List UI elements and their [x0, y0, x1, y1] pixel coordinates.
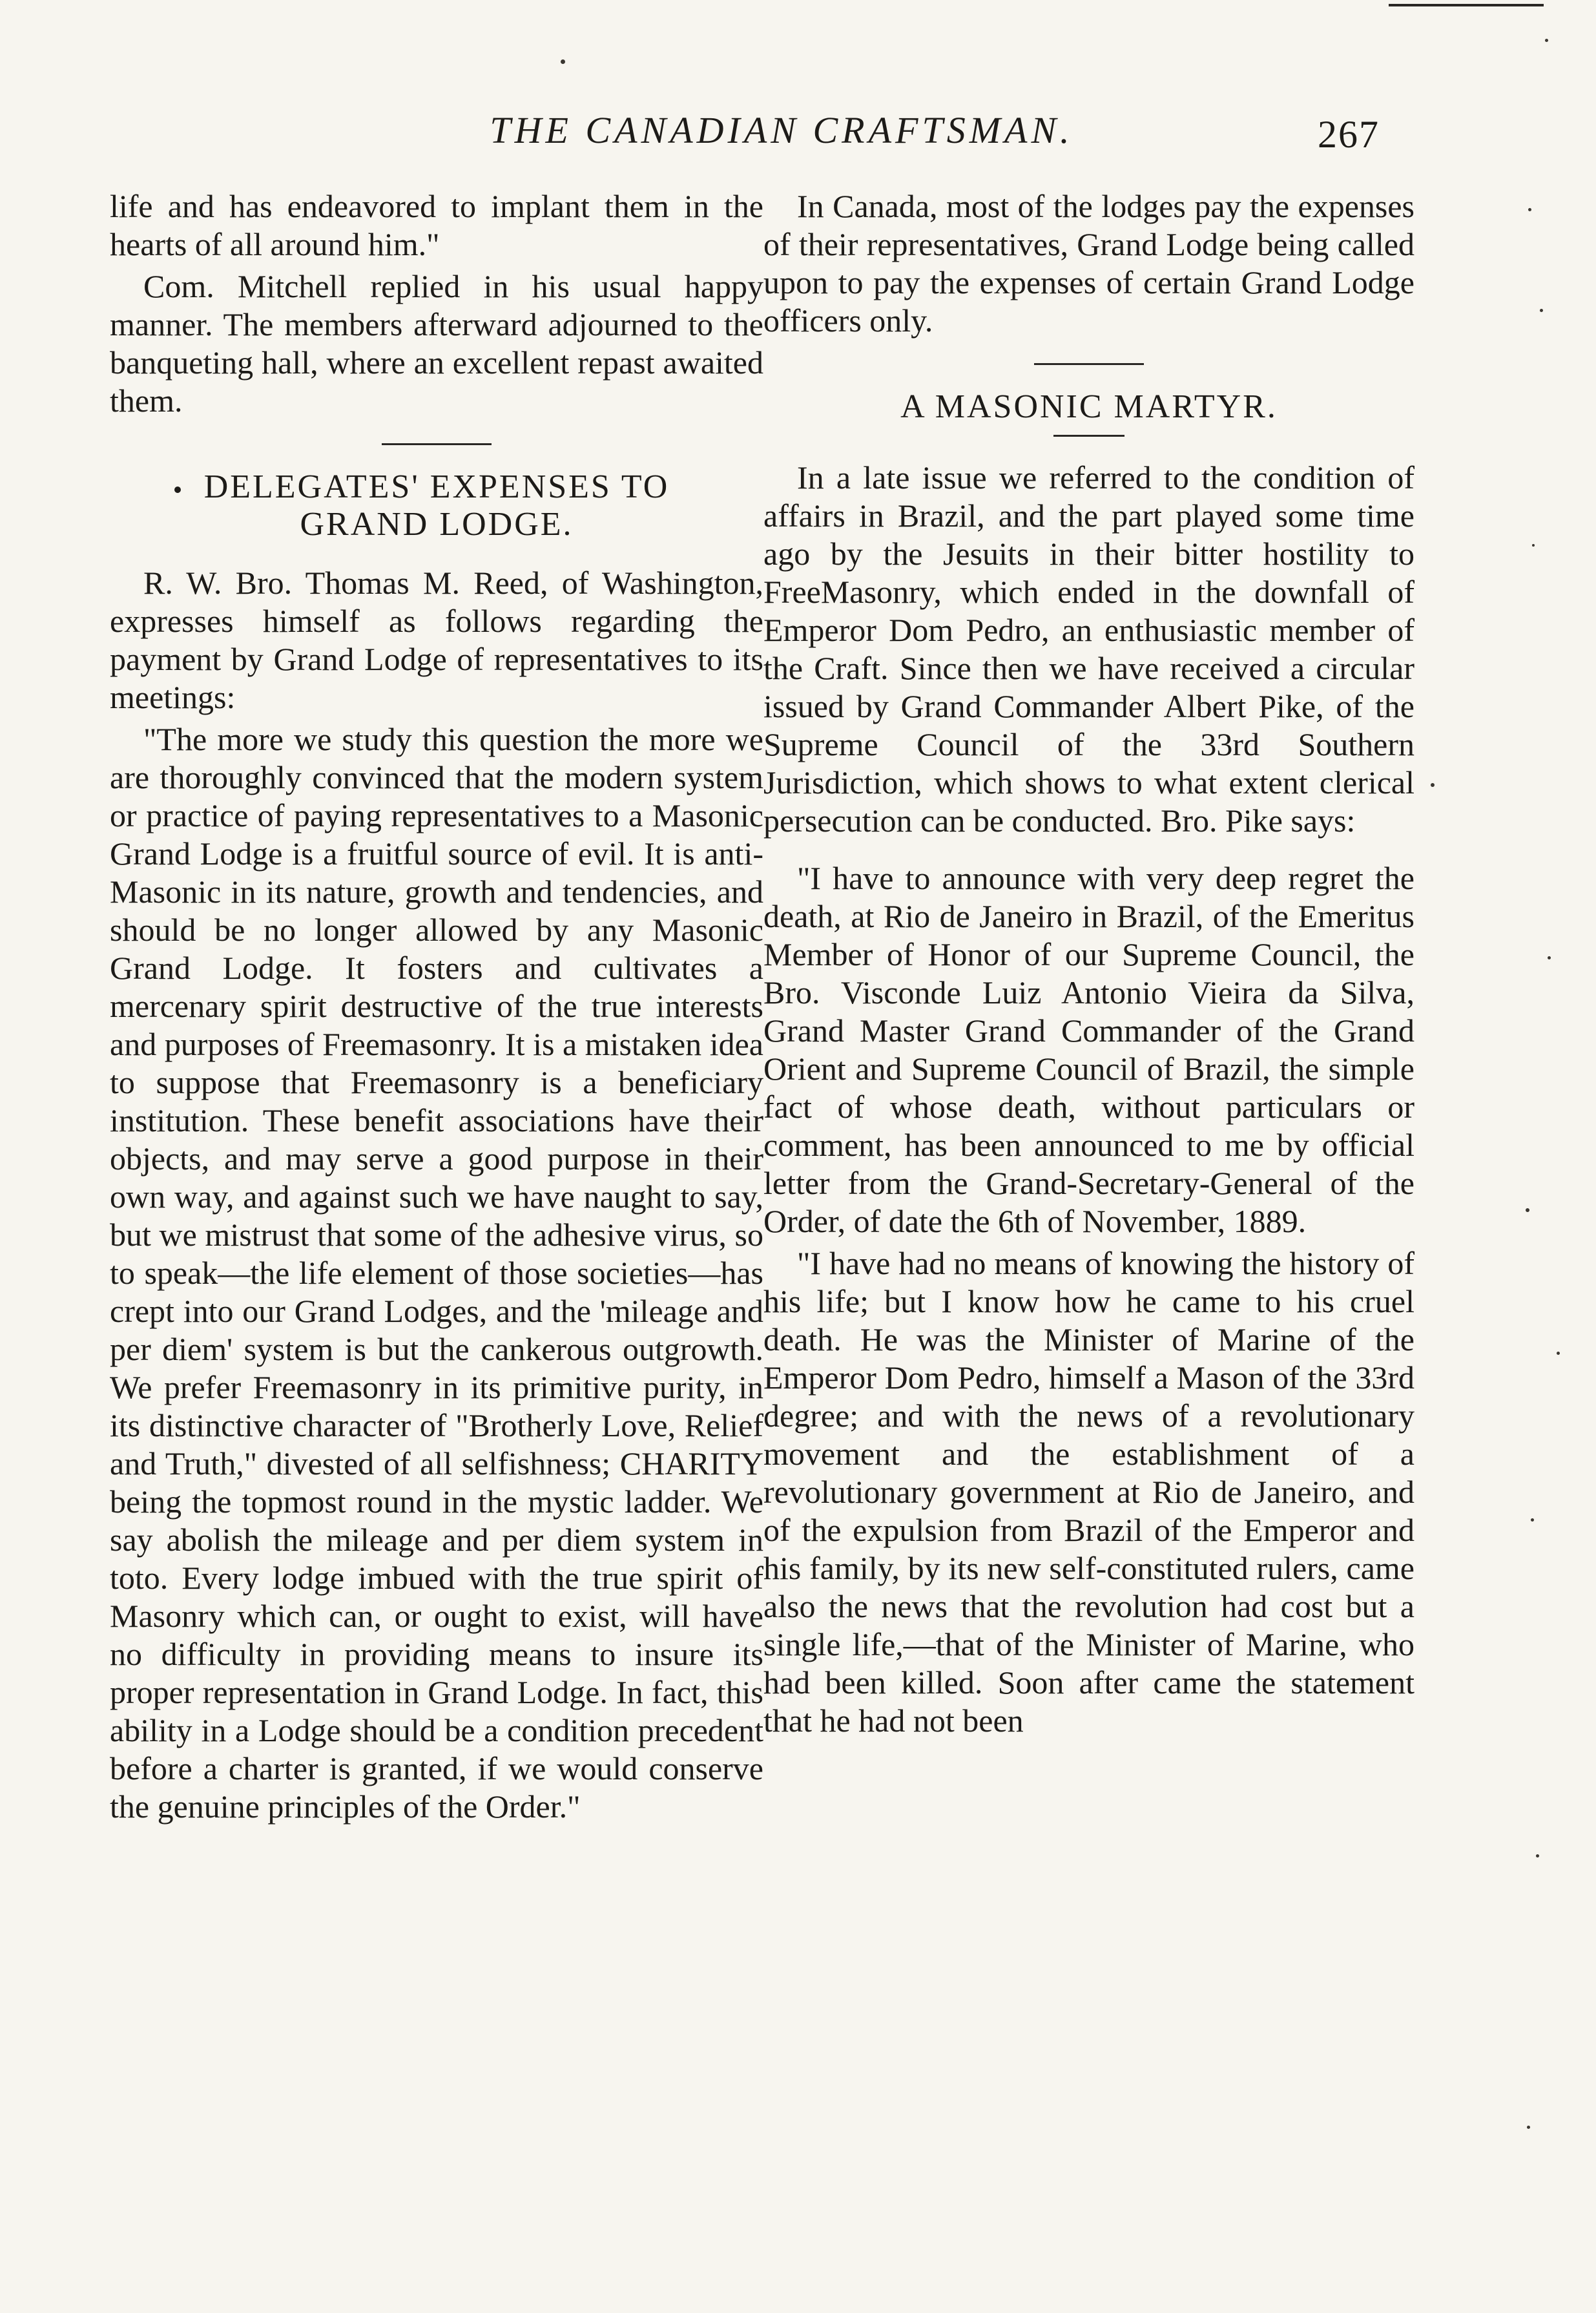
section-heading-delegates [110, 468, 763, 543]
margin-speck [1527, 2126, 1530, 2129]
journal-title: THE CANADIAN CRAFTSMAN. [490, 109, 1073, 151]
running-head [0, 109, 1596, 167]
right-paragraph-pike-quote: "I have to announce with very deep regret the death, at Rio de Janeiro in Brazil, of the Emeritus Member of Honor of our Supreme Council, the Bro. Visconde Luiz Antonio Vieira da Silva, Grand Master Grand Commander of the Grand Orient and Supreme Council of Brazil, the simple fact of whose death, without particulars or comment, has been announced to me by official letter from the Grand-Secretary-General of the Order, of date the 6th of November, 1889. [763, 860, 1415, 1239]
right-paragraph-canada: In Canada, most of the lodges pay the expenses of their representatives, Grand Lodge being called upon to pay the expenses of certain Grand Lodge officers only. [763, 188, 1415, 339]
left-paragraph-quotation: "The more we study this question the more we are thoroughly convinced that the modern system or practice of paying representatives to a Masonic Grand Lodge is a fruitful source of evil. It is anti-Masonic in its nature, growth and tendencies, and should be no longer allowed by any Masonic Grand Lodge. It fosters and cultivates a mercenary spirit destructive of the true interests and purposes of Freemasonry. It is a mistaken idea to suppose that Freemasonry is a beneficiary institution. These benefit associations have their objects, and may serve a good purpose in their own way, and against such we have naught to say, but we mistrust that some of the adhesive virus, so to speak—the life element of those societies—has crept into our Grand Lodges, and the 'mileage and per diem' system is but the cankerous outgrowth. We prefer Freemasonry in its primitive purity, in its distinctive character of "Brotherly Love, Relief and Truth," divested of all selfishness; CHARITY being the topmost round in the mystic ladder. We say abolish the mileage and per diem system in toto. Every lodge imbued with the true spirit of Masonry which can, or ought to exist, will have no difficulty in providing means to insure its proper representation in Grand Lodge. In fact, this ability in a Lodge should be a condition precedent before a charter is granted, if we would conserve the genuine principles of the Order." [110, 721, 763, 1825]
margin-speck [1540, 309, 1543, 312]
section-heading-martyr: A MASONIC MARTYR. [900, 388, 1278, 425]
right-column [763, 187, 1415, 1740]
left-paragraph-reed: R. W. Bro. Thomas M. Reed, of Washington, expresses himself as follows regarding the payment by Grand Lodge of representatives to its meetings: [110, 565, 763, 715]
margin-speck [1532, 544, 1535, 547]
margin-speck [561, 59, 565, 64]
left-paragraph-continued: life and has endeavored to implant them in the hearts of all around him." [110, 188, 763, 262]
right-paragraph-minister: "I have had no means of knowing the history of his life; but I know how he came to his cruel death. He was the Minister of Marine of the Emperor Dom Pedro, himself a Mason of the 33rd degree; and with the news of a revolutionary movement and the establishment of a revolutionary government at Rio de Janeiro, and of the expulsion from Brazil of the Emperor and his family, by its new self-constituted rulers, came also the news that the revolution had cost but a single life,—that of the Minister of Marine, who had been killed. Soon after came the statement that he had not been [763, 1245, 1415, 1739]
left-column [110, 187, 763, 1826]
margin-speck [1548, 956, 1551, 959]
section-divider [382, 443, 492, 445]
heading-underline [1053, 435, 1124, 437]
margin-speck [1531, 1518, 1534, 1522]
margin-speck [1528, 208, 1531, 211]
margin-speck [1545, 39, 1548, 42]
margin-speck [1526, 1208, 1529, 1212]
left-paragraph-mitchell: Com. Mitchell replied in his usual happy manner. The members afterward adjourned to the banqueting hall, where an excellent repast awaited them. [110, 268, 763, 419]
top-corner-rule [1389, 4, 1544, 6]
heading-line-1: DELEGATES' EXPENSES TO [203, 468, 670, 505]
margin-speck [1557, 1352, 1560, 1355]
section-divider [1034, 363, 1144, 365]
margin-speck [1431, 783, 1435, 787]
margin-speck [1536, 1854, 1539, 1858]
page-number: 267 [1318, 113, 1380, 156]
heading-line-2: GRAND LODGE. [300, 506, 574, 543]
right-paragraph-brazil: In a late issue we referred to the condition of affairs in Brazil, and the part played some time ago by the Jesuits in their bitter hostility to FreeMasonry, which ended in the downfall of Emperor Dom Pedro, an enthusiastic member of the Craft. Since then we have received a circular issued by Grand Commander Albert Pike, of the Supreme Council of the 33rd Southern Jurisdiction, which shows to what extent clerical persecution can be conducted. Bro. Pike says: [763, 459, 1415, 839]
